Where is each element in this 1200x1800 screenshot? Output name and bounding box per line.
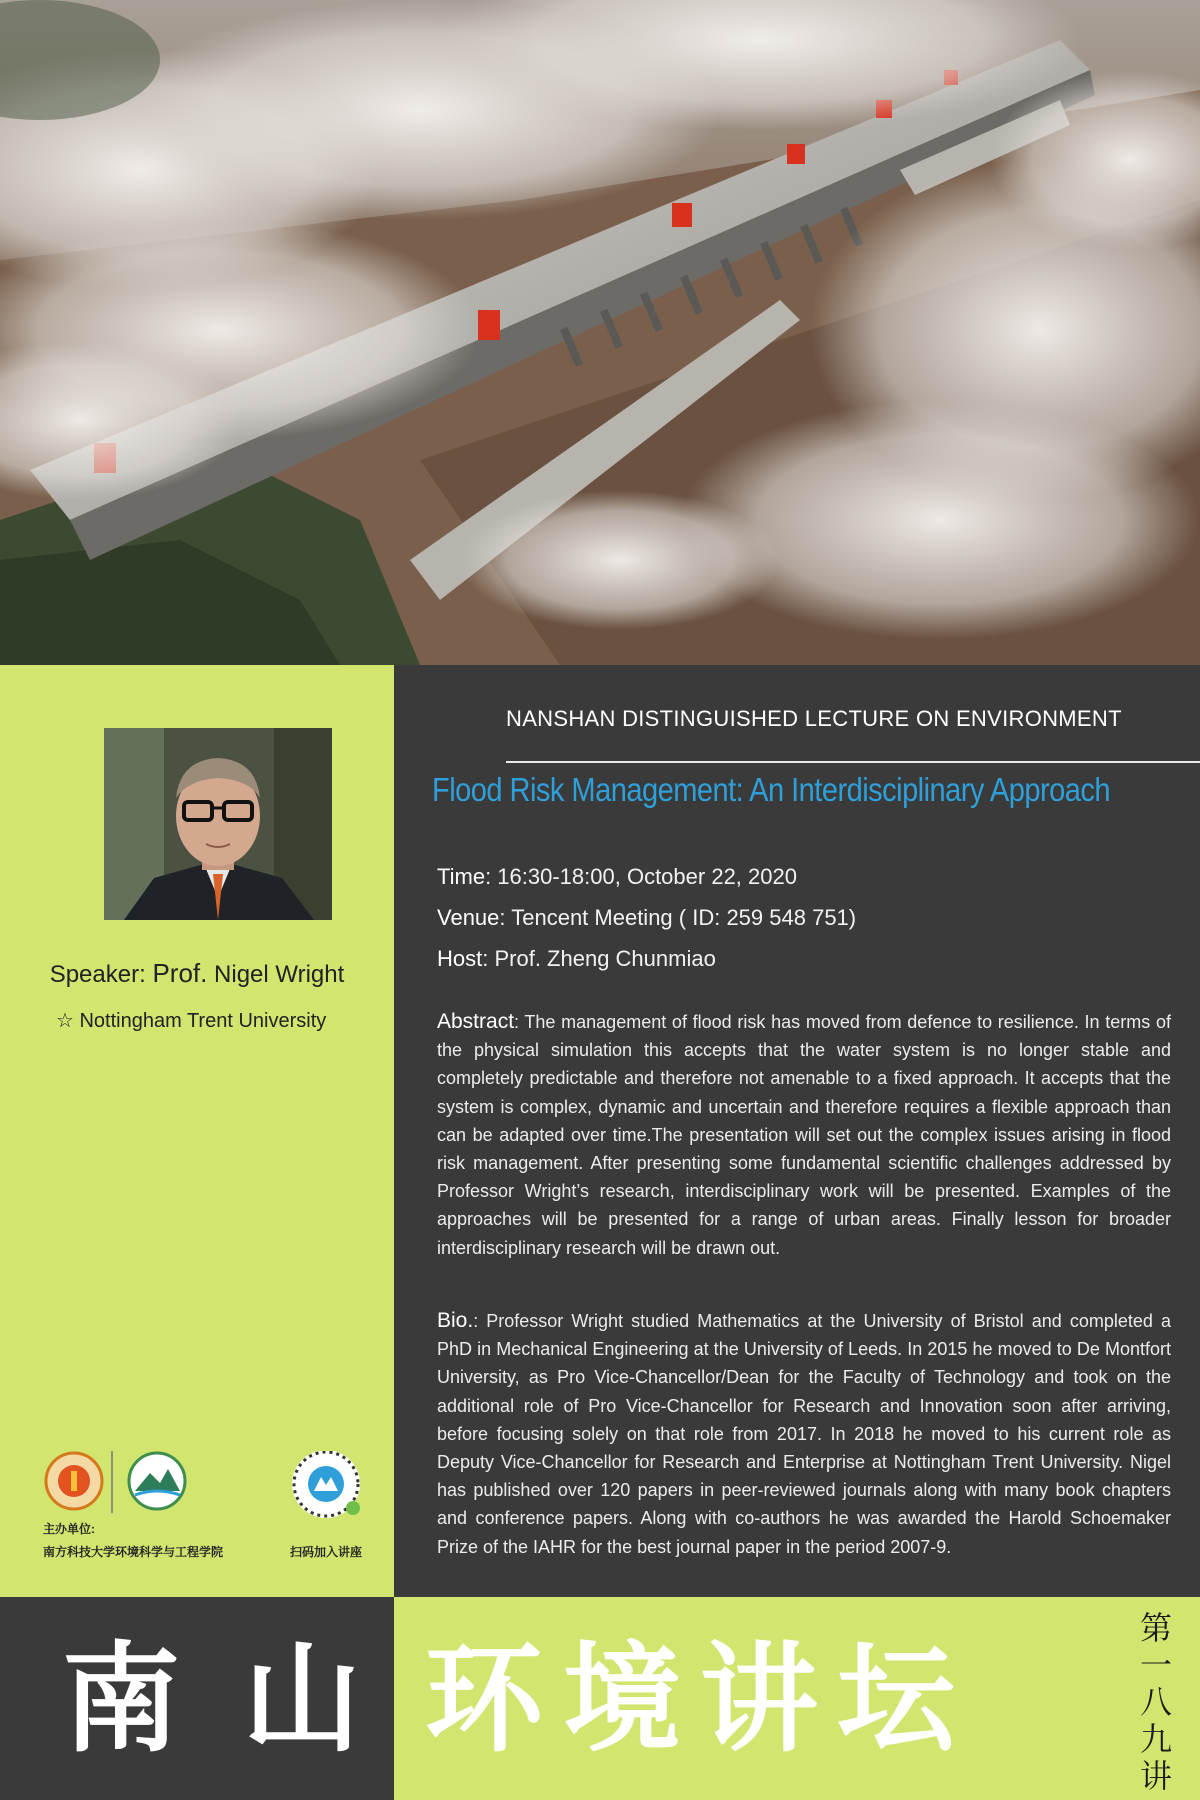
venue-value: : Tencent Meeting ( ID: 259 548 751) <box>499 905 857 930</box>
sustech-logo-icon <box>46 1453 102 1509</box>
time-label: Time <box>437 864 486 889</box>
qr-caption: 扫码加入讲座 <box>290 1545 363 1559</box>
mini-program-qr-code-icon <box>292 1451 360 1518</box>
banner-char-5: 讲 <box>700 1629 819 1768</box>
host-line <box>437 946 716 972</box>
title-divider <box>506 761 1200 763</box>
speaker-title: Prof. <box>152 958 208 988</box>
lecture-number-char: 讲 <box>1139 1757 1172 1795</box>
school-of-environment-logo-icon <box>129 1453 185 1509</box>
speaker-name-line <box>0 958 394 989</box>
bio-paragraph <box>437 1307 1171 1561</box>
lecture-series-title: NANSHAN DISTINGUISHED LECTURE ON ENVIRONMENT <box>506 706 1122 731</box>
abstract-paragraph <box>437 1008 1171 1262</box>
speaker-affiliation: ☆ Nottingham Trent University <box>56 1010 327 1032</box>
bio-label: Bio. <box>437 1309 474 1332</box>
lecture-number-char: 八 <box>1139 1683 1172 1721</box>
speaker-panel <box>0 665 394 1597</box>
banner-char-3: 环 <box>425 1629 544 1768</box>
host-value: : Prof. Zheng Chunmiao <box>482 946 716 971</box>
bio-text: : Professor Wright studied Mathematics at the University of Bristol and completed a PhD in Mechanical Engineering at the University of Leeds. In 2015 he moved to De Montfort University, as Pro Vice-Chancellor/Dean for the Faculty of Technology and took on the additional role of Pro Vice-Chancellor for Research and Innovation soon after arriving, before focusing solely on that role from 2017. In 2018 he moved to his current role as Deputy Vice-Chancellor for Research and Enterprise at Nottingham Trent University. Nigel has published over 120 papers in peer-reviewed journals along with many book chapters and conference papers. Along with co-authors he was awarded the Harold Schoemaker Prize of the IAHR for the best journal paper in the period 2007-9. <box>437 1311 1171 1557</box>
host-label: Host <box>437 946 483 971</box>
hero-dam-photo <box>0 0 1200 665</box>
venue-label: Venue <box>437 905 500 930</box>
banner-char-6: 坛 <box>837 1629 956 1768</box>
abstract-label: Abstract <box>437 1010 515 1033</box>
lecture-number-char: 一 <box>1139 1646 1172 1684</box>
abstract-text: : The management of flood risk has moved from defence to resilience. In terms of the physical simulation this accepts that the water system is no longer stable and completely predictable and therefore not amenable to a fixed approach. It accepts that the system is complex, dynamic and uncertain and therefore requires a flexible approach than can be adapted over time.The presentation will set out the complex issues arising in flood risk management. After presenting some fundamental scientific challenges addressed by Professor Wright’s research, interdisciplinary work will be presented. Examples of the approaches will be presented for a range of urban areas. Finally lesson for broader interdisciplinary research will be drawn out. <box>437 1012 1171 1258</box>
time-line <box>437 864 797 890</box>
organizer-label: 主办单位: <box>43 1522 95 1536</box>
speaker-name: Nigel Wright <box>207 961 345 988</box>
lecture-info-panel <box>394 665 1200 1597</box>
banner-char-4: 境 <box>563 1629 682 1768</box>
organizer-name: 南方科技大学环境科学与工程学院 <box>43 1545 224 1559</box>
venue-line <box>437 905 856 931</box>
speaker-photo <box>104 728 332 920</box>
banner-char-1: 南 <box>62 1629 181 1768</box>
banner-char-2: 山 <box>243 1629 362 1768</box>
speaker-label: Speaker: <box>49 961 153 988</box>
time-value: : 16:30-18:00, October 22, 2020 <box>485 864 797 889</box>
lecture-number <box>1136 1610 1176 1795</box>
lecture-title: Flood Risk Management: An Interdisciplinary Approach <box>432 771 1110 808</box>
lecture-number-char: 第 <box>1139 1609 1172 1647</box>
lecture-number-char: 九 <box>1139 1720 1172 1758</box>
